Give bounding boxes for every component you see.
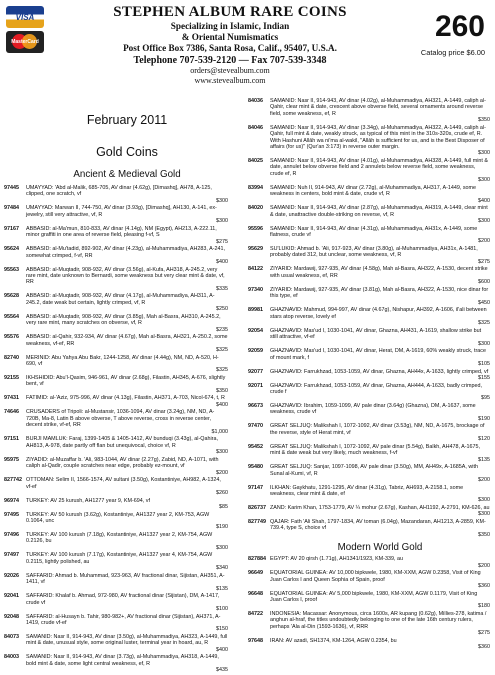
lot-description bbox=[270, 185, 490, 204]
lot-description bbox=[270, 307, 490, 326]
lot-description bbox=[270, 266, 490, 285]
lot-entry bbox=[4, 593, 228, 612]
lot-text: GHAZNAVID: Ibrahim, 1059-1099, AV pale dinar (3.64g) (Ghazna), DM, A-1637, some weakness, crude vf bbox=[270, 402, 476, 416]
lot-number: 74646 bbox=[4, 409, 19, 416]
lot-description bbox=[26, 334, 228, 353]
lot-text: ABBASID: al-Mu'tadid, 892-902, AV dinar (4.23g), al-Muhammadiya, AH283, A-241, somewhat crimped, f-vf, RR bbox=[26, 246, 225, 259]
lot-text: GREAT SELJUQ: Sanjar, 1097-1098, AV pale dinar (3.50g), MM, AH49x, A-1685A, with Sunal al-Kumi, vf, R bbox=[270, 464, 478, 477]
right-column bbox=[248, 98, 490, 652]
lot-price: $300 bbox=[216, 544, 228, 551]
lot-number: 95975 bbox=[4, 456, 19, 463]
phone-fax: Telephone 707-539-2120 — Fax 707-539-3348 bbox=[133, 55, 327, 66]
lot-price: $85 bbox=[219, 503, 228, 510]
lot-text: UMAYYAD: Marwan II, 744-750, AV dinar (3.93g), [Dimashq], AH130, A-141, ex-jewelry, still very attractive, vf, R bbox=[26, 205, 217, 218]
lot-description bbox=[26, 267, 228, 293]
company-name: STEPHEN ALBUM RARE COINS bbox=[113, 4, 347, 20]
lot-price: $400 bbox=[216, 259, 228, 266]
lot-text: SAFFARID: al-Husayn b. Tahir, 980-982+, AV fractional dinar (Sijistan), AH371, A-1419, crude vf-ef bbox=[26, 613, 221, 626]
lot-entry bbox=[248, 444, 490, 463]
lot-entry bbox=[4, 226, 228, 245]
lot-text: ZIYARID: Mardawij, 927-935, AV dinar (3.81g), Mah al-Basra, AH322, A-1530, nice dinar for this type, ef bbox=[270, 286, 489, 300]
lot-text: IRAN: AV azadi, SH1374, KM-1264, AGW 0.2354, bu bbox=[270, 637, 397, 644]
lot-price: $150 bbox=[216, 626, 228, 633]
lot-description bbox=[26, 552, 228, 571]
lot-entry bbox=[4, 267, 228, 293]
lot-price: $200 bbox=[478, 562, 490, 569]
lot-description bbox=[270, 98, 490, 124]
lot-text: SAMANID: Nasr II, 914-943, AV dinar (4.02g), al-Muhammadiya, AH321, A-1449, caliph al-Qahir, clear mint & date, crescent above obverse field, several ornaments around reverse field, some weakness, ef, R bbox=[270, 98, 486, 117]
lot-number: 97167 bbox=[4, 225, 19, 232]
lot-description bbox=[270, 403, 490, 422]
lot-description bbox=[270, 158, 490, 184]
lot-number: 84122 bbox=[248, 266, 263, 273]
lot-price: $300 bbox=[216, 218, 228, 225]
lot-entry bbox=[248, 266, 490, 285]
lot-description bbox=[270, 464, 490, 483]
lot-text: TURKEY: AV 50 kurush (3.62g), Kostantiniye, AH1327 year 2, KM-753, AGW 0.1064, unc bbox=[26, 511, 210, 524]
lot-description bbox=[270, 423, 490, 442]
lot-description bbox=[270, 638, 490, 651]
lot-price: $120 bbox=[478, 436, 490, 443]
lot-text: UMAYYAD: 'Abd al-Malik, 685-705, AV dinar (4.62g), [Dimashq], AH78, A-125, clipped, one scratch, vf bbox=[26, 185, 212, 198]
lot-description bbox=[270, 246, 490, 265]
lot-entry bbox=[4, 334, 228, 353]
lot-description bbox=[270, 369, 490, 382]
lot-entry bbox=[4, 512, 228, 531]
lot-text: GHAZNAVID: Mahmud, 994-997, AV dinar (4.67g), Nishapur, AH392, A-1606, il'ali between stars atop reverse, lovely ef bbox=[270, 307, 487, 320]
lot-price: $135 bbox=[216, 585, 228, 592]
lot-entry bbox=[4, 205, 228, 224]
lot-number: 84073 bbox=[4, 633, 19, 640]
lot-description bbox=[26, 293, 228, 312]
lot-price: $275 bbox=[478, 258, 490, 265]
postal-address: Post Office Box 7386, Santa Rosa, Calif., 95407, U.S.A. bbox=[123, 43, 337, 53]
visa-card-logo: VISA bbox=[6, 6, 44, 28]
lot-entry bbox=[248, 328, 490, 347]
lot-entry bbox=[248, 464, 490, 483]
lot-entry bbox=[4, 436, 228, 455]
lot-entry bbox=[4, 293, 228, 312]
lot-text: ABBASID: al-Muqtadir, 908-932, AV dinar (3.85g), Mah al-Basra, AH310, A-245.2, very rare mint, many scratches on obverse, vf, R bbox=[26, 313, 221, 327]
lot-number: 92026 bbox=[4, 572, 19, 579]
lot-entry bbox=[248, 158, 490, 184]
lot-description bbox=[26, 573, 228, 592]
lot-entry bbox=[248, 570, 490, 589]
lot-price: $350 bbox=[478, 117, 490, 124]
lot-price: $300 bbox=[478, 150, 490, 157]
specialty-line-1: Specializing in Islamic, Indian bbox=[170, 21, 290, 31]
left-column bbox=[4, 113, 228, 675]
lot-entry bbox=[248, 287, 490, 306]
lot-description bbox=[270, 556, 490, 569]
lot-entry bbox=[4, 375, 228, 394]
lot-description bbox=[270, 125, 490, 157]
lot-text: TURKEY: AV 100 kurush (7.17g), Kostantiniye, AH1327 year 4, KM-754, AGW 0.2115, lightly polished, au bbox=[26, 552, 213, 565]
lot-description bbox=[26, 457, 228, 476]
lot-number: 95480 bbox=[248, 464, 263, 471]
lot-price: $400 bbox=[216, 401, 228, 408]
subsection-title: Modern World Gold bbox=[337, 542, 423, 554]
lot-number: 827742 bbox=[4, 477, 22, 484]
lot-text: GHAZNAVID: Farrukhzad, 1053-1059, AV dinar, Ghazna, AH444, A-1633, badly crimped, crude f bbox=[270, 382, 482, 395]
lot-entry bbox=[248, 423, 490, 442]
lot-description bbox=[26, 226, 228, 245]
lot-text: CRUSADERS of Tripoli: al-Mustansir, 1036-1094, AV dinar (3.24g), NM, ND, A-720B, Ma-8, Latin B above obverse, T above reverse, cross in reverse center, decent strike, vf-ef, RR bbox=[26, 409, 215, 429]
lot-entry bbox=[248, 383, 490, 402]
lot-number: 97431 bbox=[4, 395, 19, 402]
lot-entry bbox=[248, 611, 490, 637]
lot-text: MERINID: Abu Yahya Abu Bakr, 1244-1258, AV dinar (4.44g), NM, ND, A-520, H-690, vf bbox=[26, 354, 219, 368]
lot-price: $325 bbox=[478, 320, 490, 327]
lot-price: $200 bbox=[478, 476, 490, 483]
lot-price: $105 bbox=[478, 360, 490, 367]
mastercard-logo: MasterCard bbox=[6, 31, 44, 53]
lot-description bbox=[26, 654, 228, 673]
lot-price: $600 bbox=[478, 279, 490, 286]
lot-description bbox=[270, 383, 490, 402]
lot-price: $300 bbox=[216, 449, 228, 456]
lot-number: 827884 bbox=[248, 556, 266, 563]
lot-number: 96649 bbox=[248, 570, 263, 577]
lot-entry bbox=[248, 98, 490, 124]
lot-price: $400 bbox=[216, 646, 228, 653]
lot-text: ZIYADID: al-Muzaffar b. 'Ali, 983-1044, AV dinar (2.27g), Zabid, ND, A-1071, with caliph al-Qadir, couple scratches near edge, probably ez-mount, vf bbox=[26, 456, 219, 470]
lot-list bbox=[248, 98, 490, 538]
lot-price: $190 bbox=[216, 524, 228, 531]
lot-number: 97470 bbox=[248, 423, 263, 430]
specialty-line-2: & Oriental Numismatics bbox=[181, 32, 279, 42]
lot-price: $260 bbox=[216, 489, 228, 496]
lot-number: 96974 bbox=[4, 497, 19, 504]
lot-text: ABBASID: al-Ma'mun, 810-833, AV dinar (4.14g), NM (Egypt), AH213, A-222.11, minor graffiti in one area of reverse field, pleasing f-vf, S bbox=[26, 225, 217, 239]
lot-text: SAMANID: Nasr II, 914-943, AV dinar (2.87g), al-Muhammadiya, AH319, A-1449, clear mint & date, unattractive double-striking on reverse, vf, R bbox=[270, 205, 488, 218]
lot-price: $235 bbox=[216, 326, 228, 333]
lot-description bbox=[26, 634, 228, 653]
lot-number: 95563 bbox=[4, 266, 19, 273]
lot-price: $300 bbox=[478, 511, 490, 518]
lot-number: 84025 bbox=[248, 158, 263, 165]
lot-text: GHAZNAVID: Mas'ud I, 1030-1041, AV dinar, Ghazna, AH431, A-1619, shallow strike but still attractive, vf-ef bbox=[270, 327, 482, 341]
lot-text: ABBASID: al-Muqtadir, 908-932, AV dinar (3.56g), al-Kufa, AH318, A-245.2, very rare mint, date unknown to Bernardi, some weakness but very clear mint & date, vf, RR bbox=[26, 266, 225, 286]
lot-number: 826737 bbox=[248, 504, 266, 511]
lot-text: GHAZNAVID: Farrukhzad, 1053-1059, AV dinar, Ghazna, AH44x, A-1633, lightly crimped, vf bbox=[270, 368, 489, 375]
subsection-title: Ancient & Medieval Gold bbox=[73, 169, 181, 180]
lot-price: $300 bbox=[478, 177, 490, 184]
lot-entry bbox=[248, 226, 490, 245]
lot-price: $155 bbox=[478, 374, 490, 381]
lot-description bbox=[270, 348, 490, 367]
lot-entry bbox=[248, 348, 490, 367]
lot-number: 97648 bbox=[248, 637, 263, 644]
lot-number: 92048 bbox=[4, 613, 19, 620]
lot-number: 97340 bbox=[248, 286, 263, 293]
lot-number: 97495 bbox=[4, 511, 19, 518]
lot-text: SAFFARID: Khalaf b. Ahmad, 972-980, AV fractional dinar (Sijistan), DM, A-1417, crude vf bbox=[26, 593, 220, 606]
lot-number: 84020 bbox=[248, 205, 263, 212]
lot-description bbox=[26, 185, 228, 204]
lot-number: 84046 bbox=[248, 124, 263, 131]
lot-number: 95596 bbox=[248, 225, 263, 232]
lot-price: $1,000 bbox=[211, 428, 228, 435]
lot-entry bbox=[4, 532, 228, 551]
lot-number: 97484 bbox=[4, 205, 19, 212]
lot-number: 92077 bbox=[248, 368, 263, 375]
lot-text: GREAT SELJUQ: Malikshah I, 1072-1092, AV dinar (3.53g), NM, ND, A-1675, brockage of the reverse, style of Herat mint, vf bbox=[270, 423, 485, 436]
lot-price: $435 bbox=[216, 667, 228, 674]
catalog-price: Catalog price $6.00 bbox=[420, 48, 485, 57]
company-info bbox=[60, 4, 400, 85]
lot-entry bbox=[248, 246, 490, 265]
lot-number: 84003 bbox=[4, 654, 19, 661]
lot-entry bbox=[248, 307, 490, 326]
lot-number: 97147 bbox=[248, 484, 263, 491]
lot-list bbox=[248, 556, 490, 650]
lot-price: $300 bbox=[478, 218, 490, 225]
lot-entry bbox=[248, 205, 490, 224]
lot-text: GREAT SELJUQ: Malikshah I, 1072-1092, AV pale dinar (5.54g), Balkh, AH478, A-1675, mint & date weak but very likely, much weakness, f-vf bbox=[270, 443, 481, 457]
lot-text: INDONESIA: Macassar: Anonymous, circa 1600s, AR kupang (0.62g), Millies-278, katima / anghun al-hraf, the titles undoubtedly belonging to one of the late 16th century rulers, perhaps 'Ala al-Din (1593-1636), vf, RRR bbox=[270, 610, 487, 630]
lot-description bbox=[26, 614, 228, 633]
lot-entry bbox=[4, 246, 228, 265]
lot-number: 84036 bbox=[248, 98, 263, 104]
lot-entry bbox=[248, 556, 490, 569]
lot-description bbox=[270, 519, 490, 538]
lot-description bbox=[270, 205, 490, 224]
lot-description bbox=[26, 436, 228, 455]
lot-entry bbox=[4, 395, 228, 408]
lot-price: $275 bbox=[478, 630, 490, 637]
lot-text: ZAND: Karim Khan, 1753-1779, AV ¼ mohur (2.67g), Kashan, AH1192, A-2791, KM-626, au bbox=[270, 504, 490, 511]
lot-entry bbox=[4, 314, 228, 333]
lot-text: EGYPT: AV 20 qirsh (1.71g), AH1341/1923, KM-339, au bbox=[270, 556, 403, 563]
lot-entry bbox=[248, 638, 490, 651]
lot-price: $335 bbox=[216, 285, 228, 292]
lot-entry bbox=[4, 654, 228, 673]
website-link[interactable]: www.stevealbum.com bbox=[194, 75, 266, 85]
lot-number: 89981 bbox=[248, 307, 263, 314]
lot-text: ILKHAN: Gaykhatu, 1291-1295, AV dinar (4.31g), Tabriz, AH693, A-2158.1, some weakness, clear mint & date, ef bbox=[270, 484, 464, 497]
lot-number: 96648 bbox=[248, 590, 263, 597]
lot-number: 95564 bbox=[4, 313, 19, 320]
lot-price: $95 bbox=[481, 395, 490, 402]
lot-text: ABBASID: al-Muqtadir, 908-932, AV dinar (4.17g), al-Muhammadiya, AH311, A-245.2, date weak but certain, lightly crimped, vf, R bbox=[26, 293, 215, 306]
lot-entry bbox=[4, 498, 228, 511]
lot-entry bbox=[4, 185, 228, 204]
lot-entry bbox=[4, 409, 228, 435]
lot-entry bbox=[248, 505, 490, 518]
lot-entry bbox=[4, 552, 228, 571]
catalog-number: 260 bbox=[434, 10, 485, 43]
lot-price: $180 bbox=[478, 603, 490, 610]
lot-description bbox=[26, 314, 228, 333]
lot-price: $250 bbox=[216, 306, 228, 313]
lot-text: FATIMID: al-'Aziz, 975-996, AV dinar (4.13g), Filastin, AH371, A-703, Nicol-674, t, R bbox=[26, 395, 225, 402]
lot-number: 827749 bbox=[248, 518, 266, 525]
lot-number: 97496 bbox=[4, 531, 19, 538]
lot-number: 82740 bbox=[4, 354, 19, 361]
lot-price: $190 bbox=[478, 415, 490, 422]
lot-text: EQUATORIAL GUINEA: AV 5,000 bipkwele, 1980, KM-XXM, AGW 0.1179, Visit of King Juan Carlos I, proof bbox=[270, 590, 478, 603]
lot-description bbox=[26, 477, 228, 496]
lot-description bbox=[270, 505, 490, 518]
lot-number: 92155 bbox=[4, 375, 19, 382]
lot-price: $450 bbox=[478, 299, 490, 306]
lot-price: $350 bbox=[478, 531, 490, 538]
lot-text: EQUATORIAL GUINEA: AV 10,000 bipkwele, 1980, KM-XXM, AGW 0.2358, Visit of King Juan Carlos I and Queen Sophia of Spain, proof bbox=[270, 570, 481, 583]
lot-text: SAMANID: Nasr II, 914-943, AV dinar (3.50g), al-Muhammadiya, AH323, A-1449, full mint & date, unusual style, some original luster, terminal year in hoard, au, R bbox=[26, 633, 228, 647]
lot-number: 95628 bbox=[4, 293, 19, 300]
lot-text: ABBASID: al-Qahir, 932-934, AV dinar (4.67g), Mah al-Basra, AH321, A-250.2, some weakness, vf-ef, RR bbox=[26, 334, 228, 347]
lot-text: TURKEY: AV 100 kurush (7.18g), Kostantiniye, AH1327 year 2, KM-754, AGW 0.2126, bu bbox=[26, 531, 213, 545]
lot-description bbox=[270, 226, 490, 245]
lot-price: $300 bbox=[216, 197, 228, 204]
lot-description bbox=[26, 593, 228, 612]
section-title: Gold Coins bbox=[96, 145, 158, 159]
lot-text: SAMANID: Nasr II, 914-943, AV dinar (4.31g), al-Muhammadiya, AH31x, A-1449, some flatness, crude vf bbox=[270, 225, 478, 239]
lot-text: GHAZNAVID: Mas'ud I, 1030-1041, AV dinar, Herat, DM, A-1619, 60% weakly struck, trace of mount mark, f bbox=[270, 348, 486, 361]
lot-price: $325 bbox=[216, 347, 228, 354]
lot-entry bbox=[4, 457, 228, 476]
lot-text: SU'LUKID: Ahmad b. 'Ali, 917-923, AV dinar (3.80g), al-Muhammadiya, AH31x, A-1481, probably dated 312, but unclear, some weakness, vf, R bbox=[270, 246, 478, 259]
lot-number: 95629 bbox=[248, 246, 263, 253]
lot-number: 83994 bbox=[248, 184, 263, 191]
lot-price: $360 bbox=[478, 582, 490, 589]
lot-price: $300 bbox=[478, 340, 490, 347]
lot-entry bbox=[248, 403, 490, 422]
lot-description bbox=[270, 287, 490, 306]
lot-entry bbox=[248, 125, 490, 157]
lot-text: SAFFARID: Ahmad b. Muhammad, 923-963, AV fractional dinar, Sijistan, AH351, A-1411, vf bbox=[26, 572, 225, 586]
lot-price: $340 bbox=[216, 565, 228, 572]
lot-number: 92054 bbox=[248, 327, 263, 334]
lot-description bbox=[26, 512, 228, 531]
lot-number: 97445 bbox=[4, 185, 19, 191]
lot-entry bbox=[248, 519, 490, 538]
lot-number: 97497 bbox=[4, 552, 19, 559]
lot-text: SAMANID: Nasr II, 914-943, AV dinar (3.73g), al-Muhammadiya, AH318, A-1449, bold mint & date, some light central weakness, ef, R bbox=[26, 654, 219, 667]
catalog-header bbox=[0, 0, 495, 92]
lot-entry bbox=[4, 355, 228, 374]
payment-cards bbox=[6, 6, 46, 56]
lot-description bbox=[26, 532, 228, 551]
lot-number: 92041 bbox=[4, 593, 19, 600]
lot-description bbox=[26, 409, 228, 435]
lot-price: $300 bbox=[478, 497, 490, 504]
lot-description bbox=[270, 570, 490, 589]
lot-entry bbox=[4, 614, 228, 633]
lot-price: $325 bbox=[216, 367, 228, 374]
lot-price: $200 bbox=[216, 469, 228, 476]
lot-entry bbox=[4, 573, 228, 592]
lot-description bbox=[270, 611, 490, 637]
lot-entry bbox=[248, 369, 490, 382]
lot-price: $200 bbox=[478, 238, 490, 245]
lot-text: IKHSHIDID: Abu'l-Qasim, 946-961, AV dinar (2.68g), Filastin, AH345, A-676, slightly bent, vf bbox=[26, 375, 226, 388]
lot-entry bbox=[248, 485, 490, 504]
lot-price: $135 bbox=[478, 456, 490, 463]
lot-description bbox=[270, 591, 490, 610]
lot-entry bbox=[4, 477, 228, 496]
lot-number: 92071 bbox=[248, 382, 263, 389]
lot-description bbox=[26, 355, 228, 374]
lot-number: 97151 bbox=[4, 436, 19, 443]
lot-entry bbox=[4, 634, 228, 653]
lot-text: TURKEY: AV 25 kurush, AH1277 year 9, KM-694, vf bbox=[26, 497, 150, 504]
lot-number: 95452 bbox=[248, 443, 263, 450]
lot-description bbox=[26, 246, 228, 265]
lot-text: SAMANID: Nasr II, 914-943, AV dinar (4.01g), al-Muhammadiya, AH328, A-1449, full mint & date, annulet below obverse field and 2 annulets below reverse field, some weakness, crude ef, R bbox=[270, 158, 489, 177]
lot-description bbox=[270, 328, 490, 347]
email-link[interactable]: orders@stevealbum.com bbox=[190, 66, 270, 75]
lot-entry bbox=[248, 591, 490, 610]
lot-price: $400 bbox=[478, 197, 490, 204]
lot-number: 96673 bbox=[248, 402, 263, 409]
lot-price: $100 bbox=[216, 605, 228, 612]
lot-text: OTTOMAN: Selim II, 1566-1574, AV sultani (3.50g), Kostantiniye, AH982, A-1324, vf-ef bbox=[26, 477, 221, 490]
lot-text: BURJI MAMLUK: Faraj, 1399-1405 & 1405-1412, AV bunduqi (3.43g), al-Qahira, AH813, A-978, date partly off flan but unequivocal, choice vf, R bbox=[26, 436, 218, 449]
lot-description bbox=[26, 395, 228, 408]
lot-description bbox=[26, 205, 228, 224]
lot-number: 95624 bbox=[4, 246, 19, 253]
lot-number: 95576 bbox=[4, 334, 19, 341]
lot-text: ZIYARID: Mardawij, 927-935, AV dinar (4.58g), Mah al-Basra, AH322, A-1530, decent strike with usual weakness, ef, RR bbox=[270, 266, 488, 279]
lot-price: $275 bbox=[216, 238, 228, 245]
lot-number: 84722 bbox=[248, 610, 263, 617]
lot-text: QAJAR: Fath 'Ali Shah, 1797-1834, AV toman (6.04g), Mazandaran, AH1213, A-2859, KM-739.4, type S, choice vf bbox=[270, 518, 486, 532]
catalog-date: February 2011 bbox=[86, 113, 168, 127]
lot-description bbox=[26, 375, 228, 394]
lot-entry bbox=[248, 185, 490, 204]
lot-description bbox=[270, 485, 490, 504]
lot-list bbox=[4, 185, 228, 674]
lot-text: SAMANID: Nuh II, 914-943, AV dinar (2.72g), al-Muhammadiya, AH317, A-1449, some weakness in centers, bold mint & date, crude vf, R bbox=[270, 184, 477, 198]
lot-text: SAMANID: Nasr II, 914-943, AV dinar (3.34g), al-Muhammadiya, AH322, A-1449, caliph al-Qahir, full mint & date, weakly struck, as typical of this mint in the 310s-320s, crude ef, R. With Hashuni Allāh wa ni'ma al-wakil, "Allāh is sufficient for us, and is the Best Disposer of affairs (for us)" (Qur'an 3:173) in reverse outer margin. bbox=[270, 124, 486, 151]
lot-number: 92059 bbox=[248, 348, 263, 355]
lot-price: $350 bbox=[216, 387, 228, 394]
lot-price: $360 bbox=[478, 644, 490, 651]
lot-description bbox=[26, 498, 228, 511]
lot-description bbox=[270, 444, 490, 463]
